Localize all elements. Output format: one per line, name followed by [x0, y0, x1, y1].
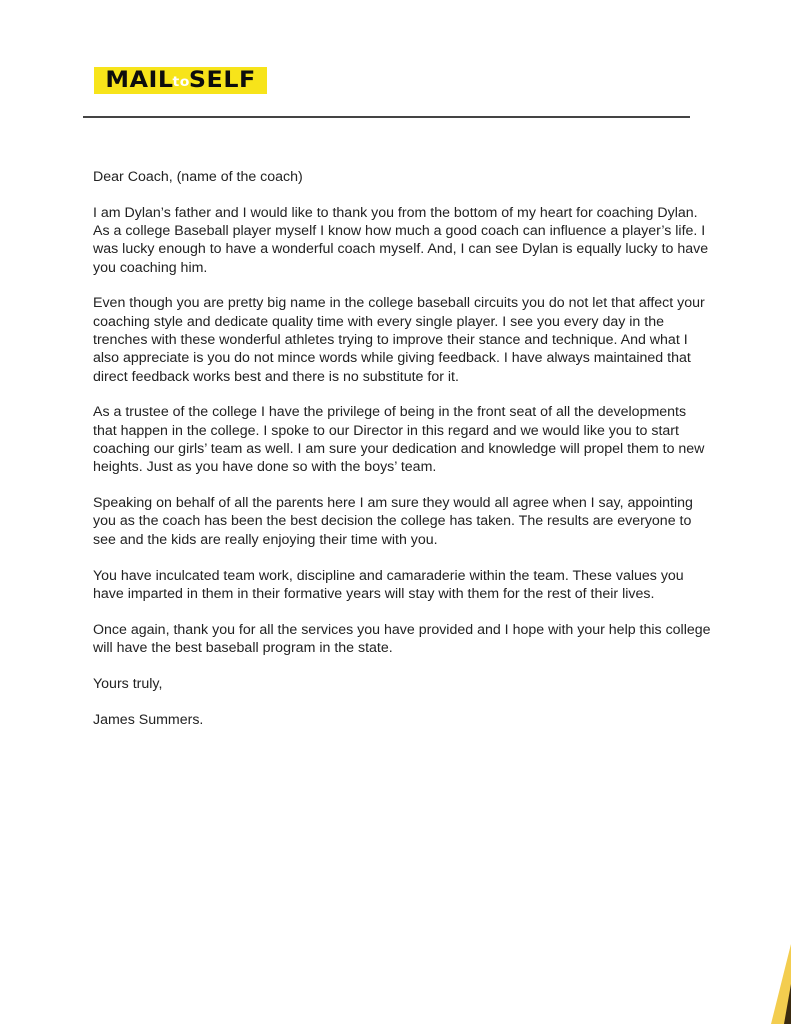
- paragraph: You have inculcated team work, discipline and camaraderie within the team. These values you have imparted in them in their formative years will stay with them for the rest of their lives.: [93, 567, 684, 602]
- logo-word-self: SELF: [188, 67, 256, 93]
- paragraph: As a trustee of the college I have the privilege of being in the front seat of all the developments that happen in the college. I spoke to our Director in this regard and we would like you to start coaching our girls’ team as well. I am sure your dedication and knowledge will propel them to new heights. Just as you have done so with the boys’ team.: [93, 404, 705, 476]
- salutation: Dear Coach, (name of the coach): [93, 169, 303, 185]
- letter-body: [93, 168, 713, 746]
- paragraph: Speaking on behalf of all the parents here I am sure they would all agree when I say, appointing you as the coach has been the best decision the college has taken. The results are everyone to see and the kids are really enjoying their time with you.: [93, 495, 693, 548]
- paragraph: Once again, thank you for all the services you have provided and I hope with your help this college will have the best baseball program in the state.: [93, 621, 711, 656]
- logo-word-mail: MAIL: [105, 67, 174, 93]
- corner-decoration: [751, 944, 791, 1024]
- header-divider: [83, 116, 690, 118]
- paragraph: Even though you are pretty big name in the college baseball circuits you do not let that affect your coaching style and dedicate quality time with every single player. I see you every day in the trenches with these wonderful athletes trying to improve their stance and technique. And what I also appreciate is you do not mince words while giving feedback. I have always maintained that direct feedback works best and there is no substitute for it.: [93, 295, 705, 385]
- mail-to-self-logo: [94, 67, 267, 94]
- closing: Yours truly,: [93, 675, 163, 692]
- signature: James Summers.: [93, 711, 204, 728]
- logo-text: [105, 67, 256, 93]
- paragraph: I am Dylan’s father and I would like to thank you from the bottom of my heart for coaching Dylan. As a college Baseball player myself I know how much a good coach can influence a player’s life. I was lucky enough to have a wonderful coach myself. And, I can see Dylan is equally lucky to have you coaching him.: [93, 204, 709, 276]
- logo-word-to: to: [172, 74, 190, 90]
